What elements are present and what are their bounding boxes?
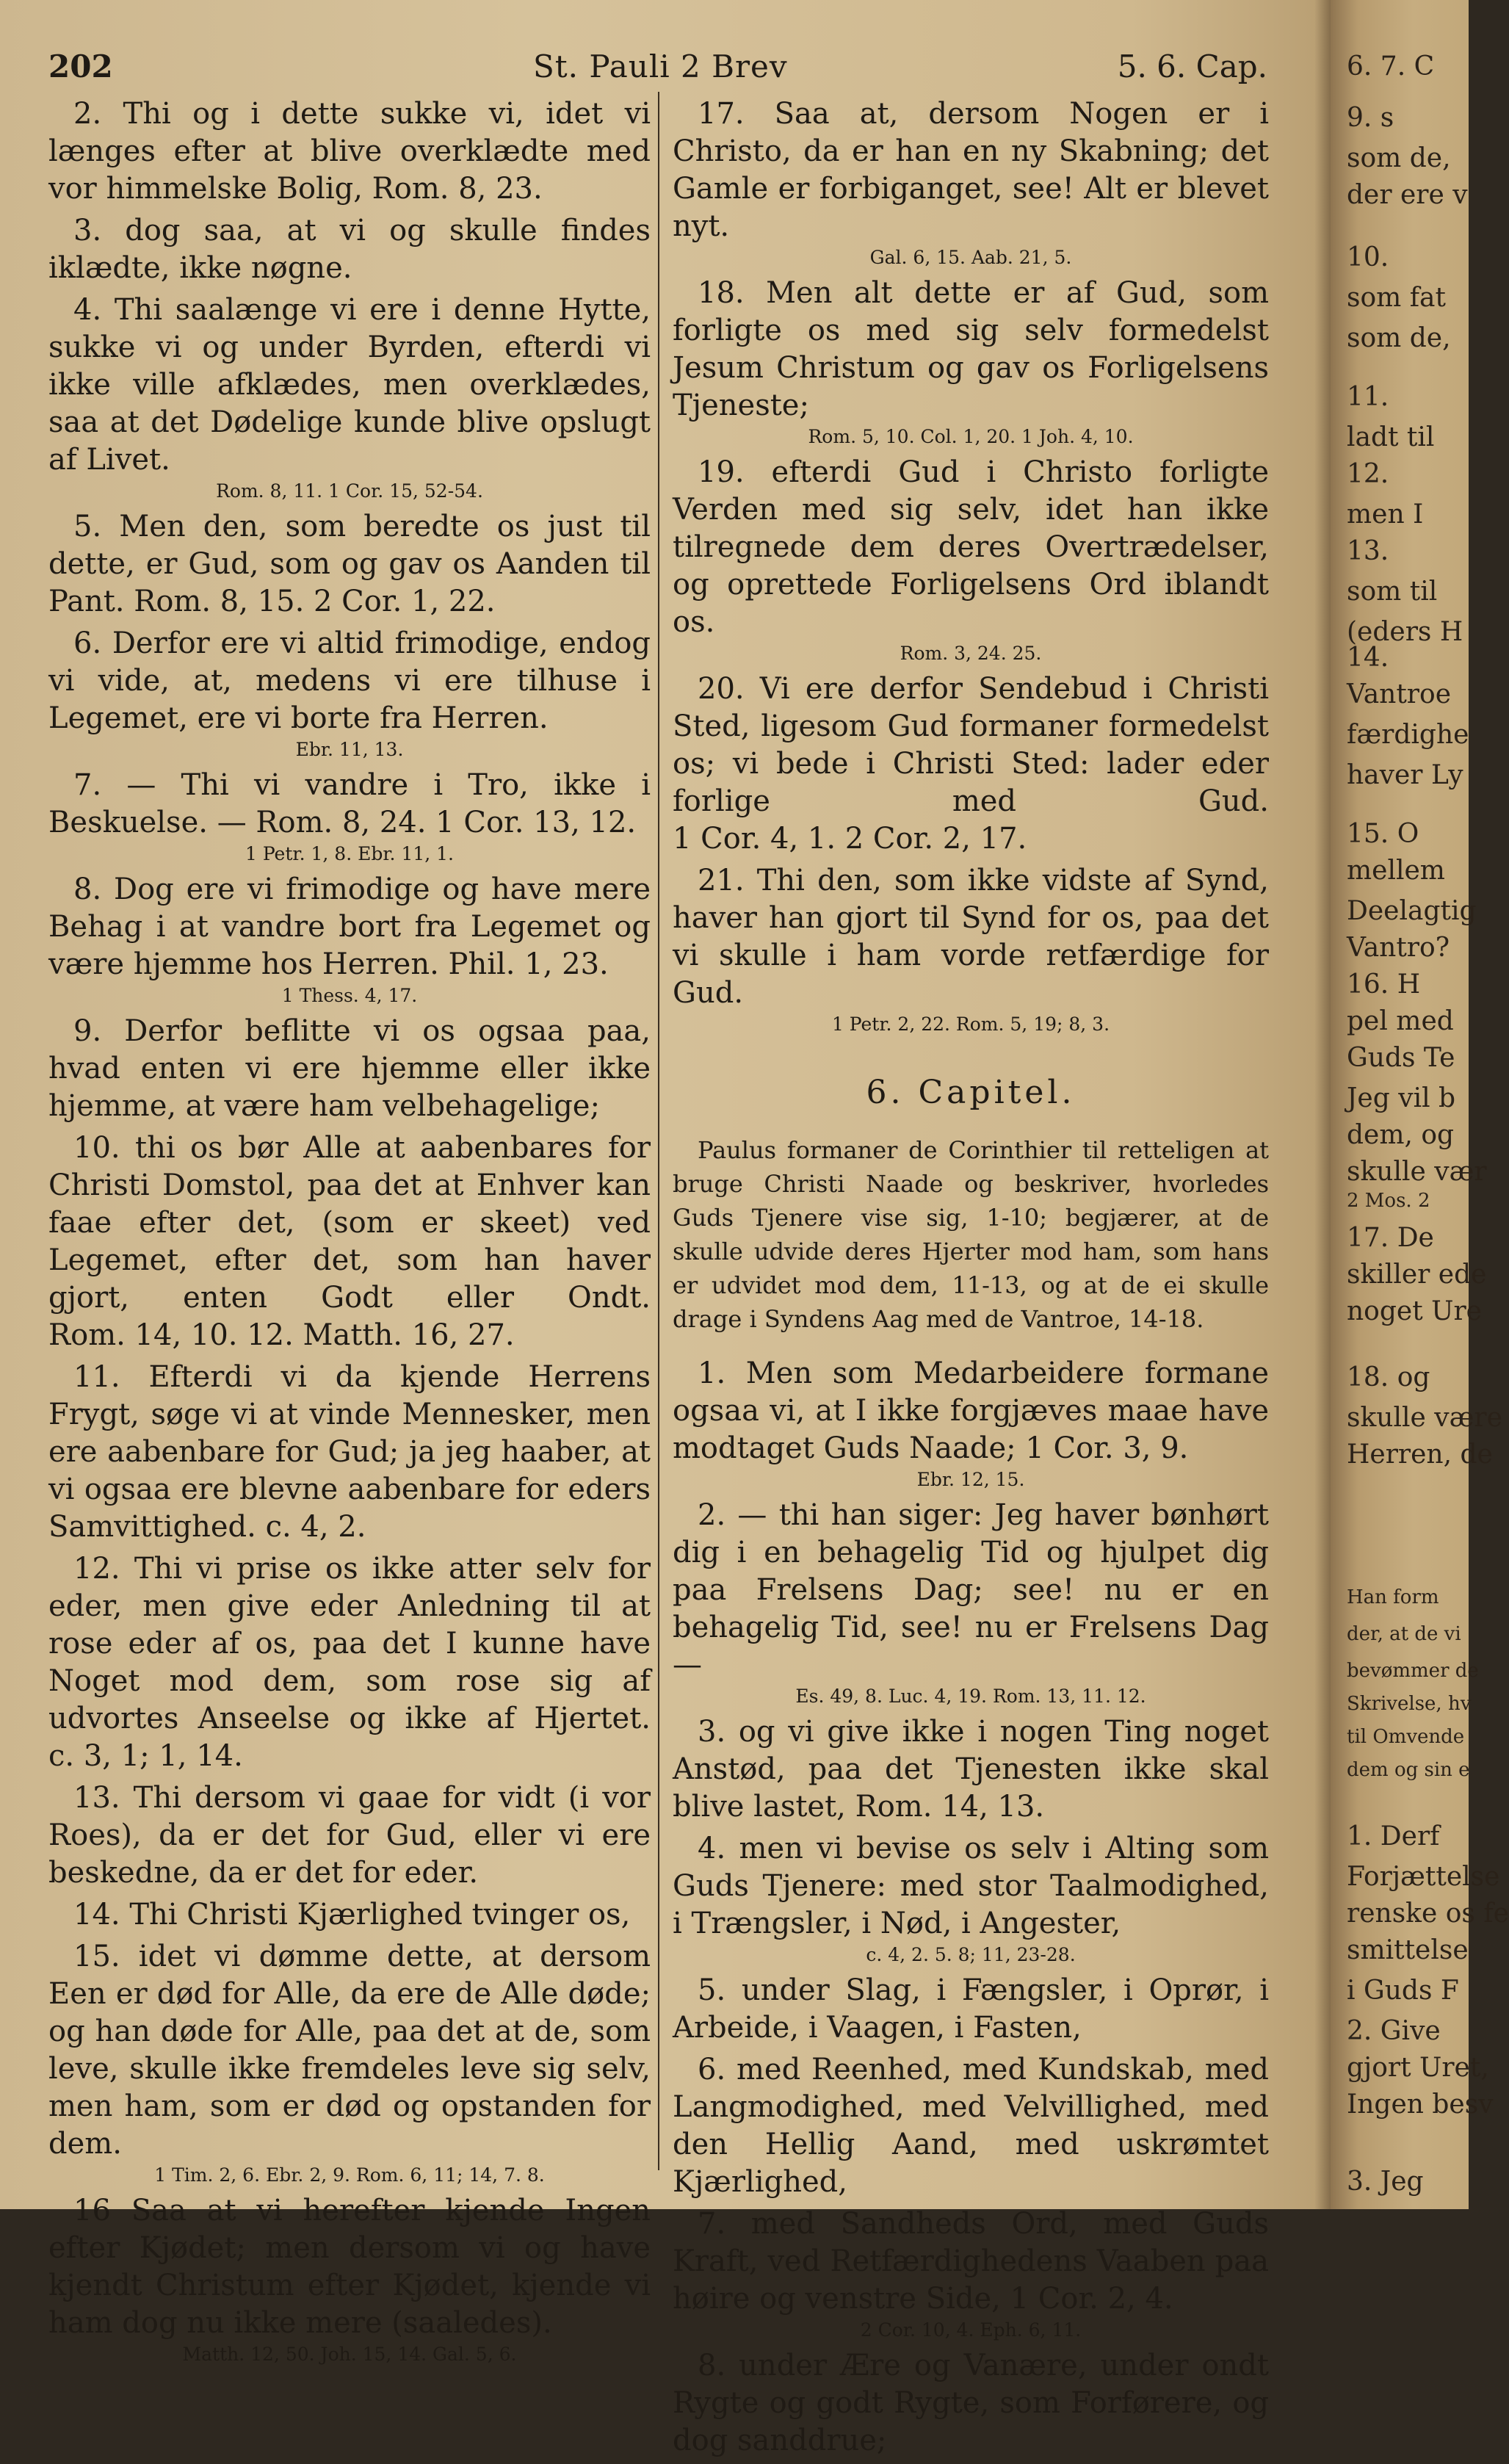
next-page-fragment: dem og sin e <box>1347 1759 1470 1781</box>
next-page-fragment: (eders H <box>1347 617 1463 647</box>
next-page-fragment: ladt til <box>1347 422 1435 452</box>
verse-reference: 1 Cor. 2, 4. <box>1010 2282 1173 2316</box>
next-page-fragment: Jeg vil b <box>1347 1083 1456 1113</box>
verse <box>673 1713 1269 1826</box>
verse <box>48 95 651 208</box>
verse-text: 3. og vi give ikke i nogen Ting noget Anstød, paa det Tjenesten ikke skal blive lastet, <box>673 1715 1269 1824</box>
verse-text: 16 Saa at vi herefter kjende Ingen efter Kjødet; men dersom vi og have kjendt Christum efter Kjødet, kjende vi ham dog nu ikke mere (saaledes). <box>48 2194 651 2340</box>
verse-text: 7. — Thi vi vandre i Tro, ikke i Beskuelse. — <box>48 768 651 839</box>
verse <box>673 95 1269 245</box>
verse-text: 4. men vi bevise os selv i Alting som Guds Tjenere: med stor Taalmodighed, i Trængsler, i Nød, i Angester, <box>673 1832 1269 1940</box>
verse <box>673 1972 1269 2047</box>
next-page-fragment: smittelse <box>1347 1935 1469 1965</box>
verse-reference: Rom. 8, 23. <box>372 172 543 206</box>
chapter-summary: Paulus formaner de Corinthier til retteligen at bruge Christi Naade og beskriver, hvorledes Guds Tjenere vise sig, 1-10; begjærer, at de skulle udvide deres Hjerter mod ham, som hans er udvidet mod dem, 11-13, og at de ei skulle drage i Syndens Aag med de Vantroe, 14-18. <box>673 1136 1269 1333</box>
verse <box>48 292 651 479</box>
column-divider <box>658 92 659 2170</box>
next-page-fragment: 16. H <box>1347 969 1421 1000</box>
cross-reference: Ebr. 12, 15. <box>916 1469 1025 1490</box>
verse-text: 6. Derfor ere vi altid frimodige, endog vi vide, at, medens vi ere tilhuse i Legemet, ere vi borte fra Herren. <box>48 626 651 735</box>
verse-reference: Phil. 1, 23. <box>448 947 609 981</box>
verse <box>673 862 1269 1012</box>
verse-text: 4. Thi saalænge vi ere i denne Hytte, sukke vi og under Byrden, efterdi vi ikke ville afklædes, men overklædes, saa at det Dødelige kunde blive opslugt af Livet. <box>48 293 651 477</box>
chapter-range: 5. 6. Cap. <box>1117 48 1267 84</box>
next-page-fragment: til Omvende <box>1347 1726 1465 1748</box>
next-page-fragment: men I <box>1347 499 1424 530</box>
verse <box>673 454 1269 641</box>
next-page-edge <box>1331 0 1509 2209</box>
verse-text: 8. under Ære og Vanære, under ondt Rygte og godt Rygte, som Forførere, og dog sanddrue; <box>673 2349 1269 2457</box>
next-page-fragment: Ingen besv <box>1347 2089 1494 2120</box>
cross-reference: 2 Cor. 10, 4. Eph. 6, 11. <box>860 2319 1082 2341</box>
next-page-fragment: Han form <box>1347 1586 1439 1608</box>
verse <box>48 1550 651 1775</box>
verse <box>48 767 651 842</box>
next-page-fragment: 10. <box>1347 242 1389 272</box>
next-page-fragment: 15. O <box>1347 819 1419 849</box>
verse <box>48 212 651 287</box>
verse-text: 13. Thi dersom vi gaae for vidt (i vor Roes), da er det for Gud, eller vi ere beskedne, da er det for eder. <box>48 1781 651 1890</box>
verse-text: 15. idet vi dømme dette, at dersom Een er død for Alle, da ere de Alle døde; og han døde for Alle, paa det at de, som leve, skulle ikke fremdeles leve sig selv, men ham, som er død og opstanden for dem. <box>48 1940 651 2161</box>
next-page-fragment: skulle vær <box>1347 1157 1487 1187</box>
right-verses-top <box>673 95 1269 1041</box>
verse <box>48 871 651 983</box>
verse-text: 2. Thi og i dette sukke vi, idet vi længes efter at blive overklædte med vor himmelske Bolig, <box>48 97 651 206</box>
verse <box>48 1896 651 1934</box>
next-page-fragment: som fat <box>1347 283 1446 313</box>
verse-text: 17. Saa at, dersom Nogen er i Christo, da er han en ny Skabning; det Gamle er forbiganget, see! Alt er blevet nyt. <box>673 97 1269 243</box>
verse-reference: c. 4, 2. <box>265 1510 366 1544</box>
next-page-fragment: 18. og <box>1347 1362 1430 1392</box>
verse-reference: Rom. 14, 13. <box>855 1790 1045 1824</box>
next-page-fragment: Guds Te <box>1347 1043 1455 1073</box>
cross-reference: 1 Petr. 2, 22. Rom. 5, 19; 8, 3. <box>831 1014 1110 1035</box>
left-column <box>48 95 651 2371</box>
running-header <box>48 48 1267 93</box>
verse-text: 10. thi os bør Alle at aabenbares for Christi Domstol, paa det at Enhver kan faae efter det, (som er skeet) ved Legemet, efter det, som han haver gjort, enten Godt eller Ondt. <box>48 1131 651 1315</box>
cross-reference: Gal. 6, 15. Aab. 21, 5. <box>869 247 1072 268</box>
next-page-fragment: 2. Give <box>1347 2016 1441 2046</box>
verse <box>673 2347 1269 2460</box>
verse <box>673 1830 1269 1943</box>
next-page-fragment: 17. De <box>1347 1223 1434 1253</box>
next-page-fragment: 13. <box>1347 536 1389 566</box>
verse-reference: c. 3, 1; 1, 14. <box>48 1739 243 1773</box>
verse <box>48 1013 651 1125</box>
next-page-fragment: som de, <box>1347 143 1451 173</box>
next-page-fragment: 9. s <box>1347 103 1394 133</box>
next-page-fragment: der, at de vi <box>1347 1623 1461 1645</box>
next-page-fragment: Herren, de <box>1347 1439 1493 1470</box>
cross-reference: Rom. 8, 11. 1 Cor. 15, 52-54. <box>216 480 483 502</box>
verse-text: 20. Vi ere derfor Sendebud i Christi Sted, ligesom Gud formaner formedelst os; vi bede i Christi Sted: lader eder forlige med Gud. <box>673 672 1269 818</box>
verse-reference: Rom. 8, 15. 2 Cor. 1, 22. <box>134 585 496 618</box>
next-page-fragment: bevømmer de <box>1347 1660 1479 1682</box>
verse <box>48 1780 651 1892</box>
verse <box>673 671 1269 858</box>
verse-reference: 1 Cor. 3, 9. <box>1025 1431 1189 1465</box>
next-page-fragment: gjort Uret, <box>1347 2053 1489 2083</box>
chapter-title: 6. Capitel. <box>866 1074 1076 1111</box>
verse-text: 14. Thi Christi Kjærlighed tvinger os, <box>73 1898 631 1932</box>
next-page-fragment: 11. <box>1347 382 1389 412</box>
verse <box>48 625 651 737</box>
verse-text: 21. Thi den, som ikke vidste af Synd, haver han gjort til Synd for os, paa det vi skulle i ham vorde retfærdige for Gud. <box>673 864 1269 1010</box>
next-page-fragment: som de, <box>1347 323 1451 353</box>
verse-text: 3. dog saa, at vi og skulle findes iklædte, ikke nøgne. <box>48 214 651 285</box>
next-page-fragment: skulle være <box>1347 1403 1502 1433</box>
next-page-fragment: der ere v <box>1347 180 1468 210</box>
next-page-fragment: mellem <box>1347 856 1445 886</box>
next-page-fragment: dem, og <box>1347 1120 1455 1150</box>
next-page-fragment: renske os fe <box>1347 1898 1509 1929</box>
cross-reference: Es. 49, 8. Luc. 4, 19. Rom. 13, 11. 12. <box>795 1686 1146 1707</box>
next-page-fragment: 1. Derf <box>1347 1821 1440 1851</box>
verse <box>48 1938 651 2163</box>
verse-text: 5. under Slag, i Fængsler, i Oprør, i Arbeide, i Vaagen, i Fasten, <box>673 1973 1269 2045</box>
verse-text: 1. Men som Medarbeidere formane ogsaa vi, at I ikke forgjæves maae have modtaget Guds Naade; <box>673 1356 1269 1465</box>
next-page-fragment: 14. <box>1347 643 1389 673</box>
verse <box>673 1355 1269 1467</box>
verse-text: 12. Thi vi prise os ikke atter selv for eder, men give eder Anledning til at rose eder af os, paa det I kunne have Noget mod dem, som rose sig af udvortes Anseelse og ikke af Hjertet. <box>48 1552 651 1735</box>
verse-text: 7. med Sandheds Ord, med Guds Kraft, ved Retfærdighedens Vaaben paa høire og venstre Side, <box>673 2207 1269 2316</box>
verse <box>673 275 1269 424</box>
verse <box>673 2051 1269 2201</box>
verse <box>48 1359 651 1546</box>
next-page-fragment: Vantro? <box>1347 933 1450 963</box>
cross-reference: 1 Petr. 1, 8. Ebr. 11, 1. <box>245 843 454 864</box>
next-page-fragment: færdighe <box>1347 720 1469 750</box>
next-page-fragment: 12. <box>1347 459 1389 489</box>
right-column <box>673 95 1269 2464</box>
verse-text: 8. Dog ere vi frimodige og have mere Behag i at vandre bort fra Legemet og være hjemme hos Herren. <box>48 872 651 981</box>
page-number: 202 <box>48 48 113 84</box>
next-page-fragment: Skrivelse, hv <box>1347 1693 1472 1715</box>
cross-reference: Rom. 5, 10. Col. 1, 20. 1 Joh. 4, 10. <box>808 426 1134 447</box>
verse <box>48 2192 651 2342</box>
next-page-fragment: skiller ede <box>1347 1260 1487 1290</box>
verse <box>48 508 651 621</box>
next-page-fragment: noget Ure <box>1347 1296 1482 1326</box>
right-verses-bottom <box>673 1355 1269 2464</box>
next-page-fragment: 2 Mos. 2 <box>1347 1190 1430 1212</box>
next-page-fragment: Vantroe <box>1347 679 1451 709</box>
verse-text: 18. Men alt dette er af Gud, som forligte os med sig selv formedelst Jesum Christum og gav os Forligelsens Tjeneste; <box>673 276 1269 422</box>
verse-reference: 1 Cor. 4, 1. 2 Cor. 2, 17. <box>673 822 1027 856</box>
cross-reference: Matth. 12, 50. Joh. 15, 14. Gal. 5, 6. <box>182 2344 517 2365</box>
verse-text: 19. efterdi Gud i Christo forligte Verden med sig selv, idet han ikke tilregnede dem deres Overtrædelser, og oprettede Forligelsens Ord iblandt os. <box>673 455 1269 639</box>
verse-text: 5. Men den, som beredte os just til dette, er Gud, som og gav os Aanden til Pant. <box>48 510 651 618</box>
verse-text: 11. Efterdi vi da kjende Herrens Frygt, søge vi at vinde Mennesker, men ere aabenbare for Gud; ja jeg haaber, at vi ogsaa ere blevne aabenbare for eders Samvittighed. <box>48 1360 651 1544</box>
verse <box>673 1497 1269 1684</box>
cross-reference: Ebr. 11, 13. <box>295 739 404 760</box>
next-page-fragment: som til <box>1347 577 1438 607</box>
next-page-fragment: 6. 7. C <box>1347 51 1435 82</box>
next-page-fragment: Deelagtig <box>1347 896 1477 926</box>
verse-text: 9. Derfor beflitte vi os ogsaa paa, hvad enten vi ere hjemme eller ikke hjemme, at være ham velbehagelige; <box>48 1014 651 1123</box>
verse <box>673 2205 1269 2318</box>
verse-text: 2. — thi han siger: Jeg haver bønhørt dig i en behagelig Tid og hjulpet dig paa Frelsens Dag; see! nu er en behagelig Tid, see! nu er Frelsens Dag — <box>673 1498 1269 1682</box>
running-title: St. Pauli 2 Brev <box>533 48 788 84</box>
verse-text: 6. med Reenhed, med Kundskab, med Langmodighed, med Velvillighed, med den Hellig Aand, med uskrømtet Kjærlighed, <box>673 2053 1269 2199</box>
verse-reference: Rom. 8, 24. 1 Cor. 13, 12. <box>256 806 637 839</box>
next-page-fragment: i Guds F <box>1347 1976 1459 2006</box>
cross-reference: c. 4, 2. 5. 8; 11, 23-28. <box>866 1944 1076 1965</box>
verse-reference: Rom. 14, 10. 12. Matth. 16, 27. <box>48 1318 515 1352</box>
cross-reference: 1 Thess. 4, 17. <box>281 985 418 1006</box>
verse <box>48 1130 651 1354</box>
next-page-fragment: Forjættelse <box>1347 1862 1500 1892</box>
next-page-fragment: haver Ly <box>1347 760 1463 790</box>
cross-reference: 1 Tim. 2, 6. Ebr. 2, 9. Rom. 6, 11; 14, 7. 8. <box>154 2164 545 2186</box>
next-page-fragment: 3. Jeg <box>1347 2167 1424 2197</box>
next-page-fragment: pel med <box>1347 1006 1454 1036</box>
cross-reference: Rom. 3, 24. 25. <box>900 643 1042 664</box>
